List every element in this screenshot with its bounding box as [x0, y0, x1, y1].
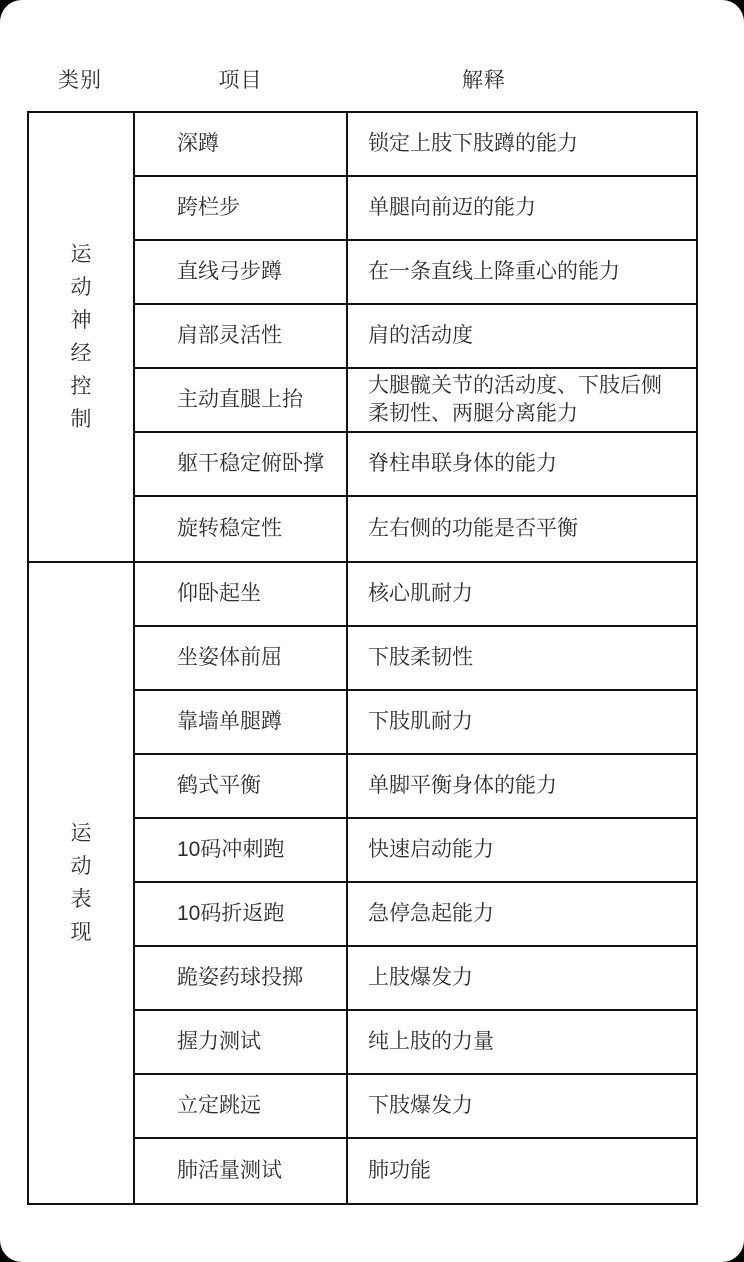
table-row	[135, 819, 696, 883]
table-row	[135, 177, 696, 241]
item-cell: 直线弓步蹲	[135, 241, 348, 303]
item-cell: 10码折返跑	[135, 883, 348, 945]
explanation-cell: 在一条直线上降重心的能力	[368, 260, 620, 283]
explanation-cell: 左右侧的功能是否平衡	[368, 517, 578, 540]
table-row	[135, 627, 696, 691]
section-rows	[135, 563, 696, 1203]
table-row	[135, 1075, 696, 1139]
category-label: 运动神经控制	[70, 243, 92, 431]
explanation-cell: 肺功能	[368, 1159, 431, 1182]
category-cell	[29, 113, 135, 561]
explanation-cell: 核心肌耐力	[368, 582, 473, 605]
table-row	[135, 563, 696, 627]
category-cell	[29, 563, 135, 1203]
table-section	[29, 113, 696, 563]
explanation-cell: 肩的活动度	[368, 324, 473, 347]
explanation-cell: 纯上肢的力量	[368, 1030, 494, 1053]
table-row	[135, 1139, 696, 1203]
item-cell: 立定跳远	[135, 1075, 348, 1137]
category-label: 运动表现	[70, 822, 92, 944]
item-cell: 握力测试	[135, 1011, 348, 1073]
item-cell: 肺活量测试	[135, 1139, 348, 1203]
explanation-cell: 单腿向前迈的能力	[368, 196, 536, 219]
table-row	[135, 433, 696, 497]
item-cell: 10码冲刺跑	[135, 819, 348, 881]
item-cell: 靠墙单腿蹲	[135, 691, 348, 753]
item-cell: 深蹲	[135, 113, 348, 175]
explanation-cell: 急停急起能力	[368, 902, 494, 925]
item-cell: 躯干稳定俯卧撑	[135, 433, 348, 495]
table-row	[135, 755, 696, 819]
column-headers	[0, 66, 744, 96]
explanation-cell: 下肢柔韧性	[368, 646, 473, 669]
column-header-explanation: 解释	[462, 69, 506, 92]
table-row	[135, 369, 696, 433]
explanation-cell: 上肢爆发力	[368, 966, 473, 989]
explanation-cell: 锁定上肢下肢蹲的能力	[368, 132, 578, 155]
item-cell: 坐姿体前屈	[135, 627, 348, 689]
item-cell: 肩部灵活性	[135, 305, 348, 367]
item-cell: 跪姿药球投掷	[135, 947, 348, 1009]
section-rows	[135, 113, 696, 561]
table-row	[135, 241, 696, 305]
table-row	[135, 883, 696, 947]
explanation-cell: 下肢肌耐力	[368, 710, 473, 733]
item-cell: 仰卧起坐	[135, 563, 348, 625]
table-row	[135, 113, 696, 177]
table-row	[135, 691, 696, 755]
item-cell: 鹤式平衡	[135, 755, 348, 817]
item-cell: 跨栏步	[135, 177, 348, 239]
column-header-category: 类别	[58, 69, 102, 92]
explanation-cell: 脊柱串联身体的能力	[368, 452, 557, 475]
table-section	[29, 563, 696, 1203]
item-cell: 旋转稳定性	[135, 497, 348, 561]
table-row	[135, 497, 696, 561]
explanation-cell: 下肢爆发力	[368, 1094, 473, 1117]
assessment-table	[27, 111, 698, 1205]
explanation-cell: 单脚平衡身体的能力	[368, 774, 557, 797]
table-row	[135, 1011, 696, 1075]
column-header-item: 项目	[218, 69, 263, 92]
table-row	[135, 305, 696, 369]
item-cell: 主动直腿上抬	[135, 369, 348, 431]
table-row	[135, 947, 696, 1011]
explanation-cell: 快速启动能力	[368, 838, 494, 861]
explanation-cell: 大腿髋关节的活动度、下肢后侧柔韧性、两腿分离能力	[368, 374, 662, 425]
